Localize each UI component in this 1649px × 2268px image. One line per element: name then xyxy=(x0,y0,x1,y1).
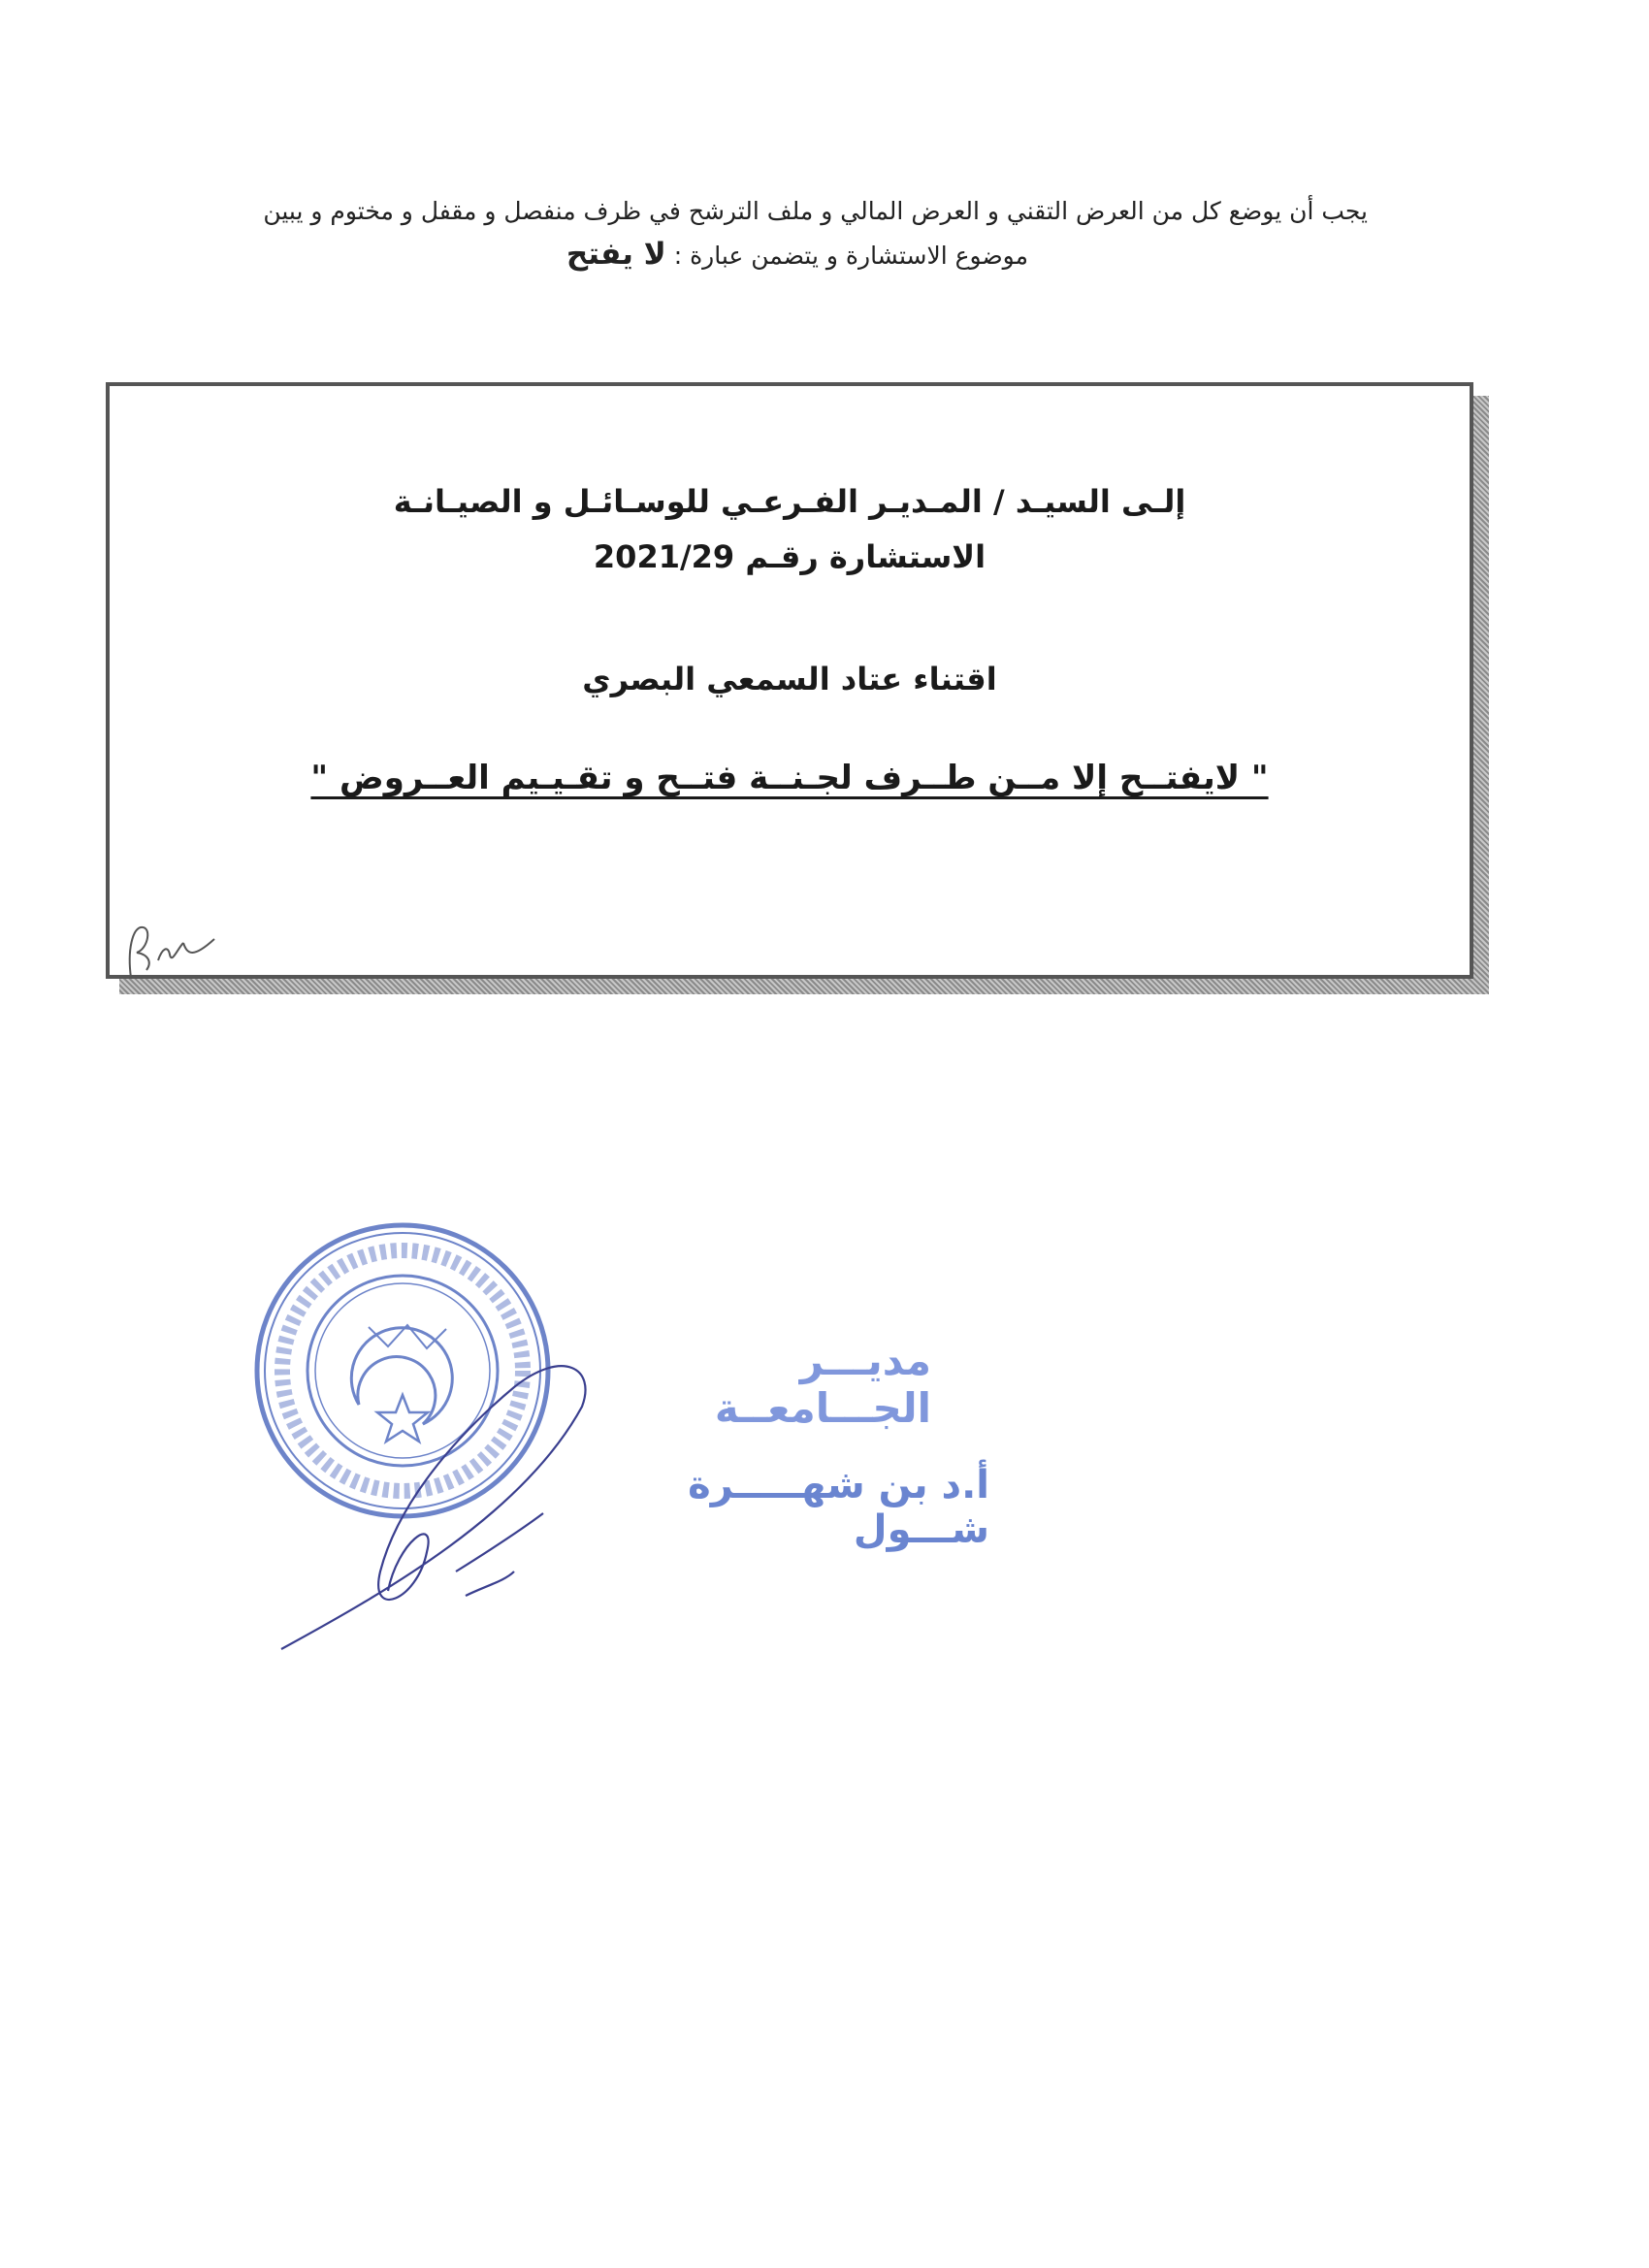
instructions-paragraph xyxy=(194,190,1368,277)
instructions-line-2 xyxy=(194,233,1368,277)
consultation-subject: اقتناء عتاد السمعي البصري xyxy=(582,661,997,697)
handwritten-signature xyxy=(272,1348,601,1678)
do-not-open-notice-text: " لايفتــح إلا مــن طــرف لجـنــة فتــح و تقـيـيم العــروض " xyxy=(310,759,1269,797)
instructions-line-1: يجب أن يوضع كل من العرض التقني و العرض المالي و ملف الترشح في ظرف منفصل و مقفل و مختوم و يبين xyxy=(263,197,1368,225)
signatory-name: أ.د بن شهـــــرة شـــول xyxy=(688,1463,989,1552)
envelope-label-box xyxy=(106,382,1473,979)
initials-signature xyxy=(119,910,226,988)
signatory-title: مديـــر الجـــامعــة xyxy=(714,1337,931,1432)
consultation-number: الاستشارة رقـم 2021/29 xyxy=(593,538,986,575)
do-not-open-notice xyxy=(110,759,1470,797)
addressee-line: إلـى السيـد / المـديـر الفـرعـي للوسـائـل و الصيـانـة xyxy=(393,483,1186,520)
do-not-open-emphasis: لا يفتح xyxy=(566,237,666,272)
instructions-line-2-text: موضوع الاستشارة و يتضمن عبارة : xyxy=(665,242,1028,270)
